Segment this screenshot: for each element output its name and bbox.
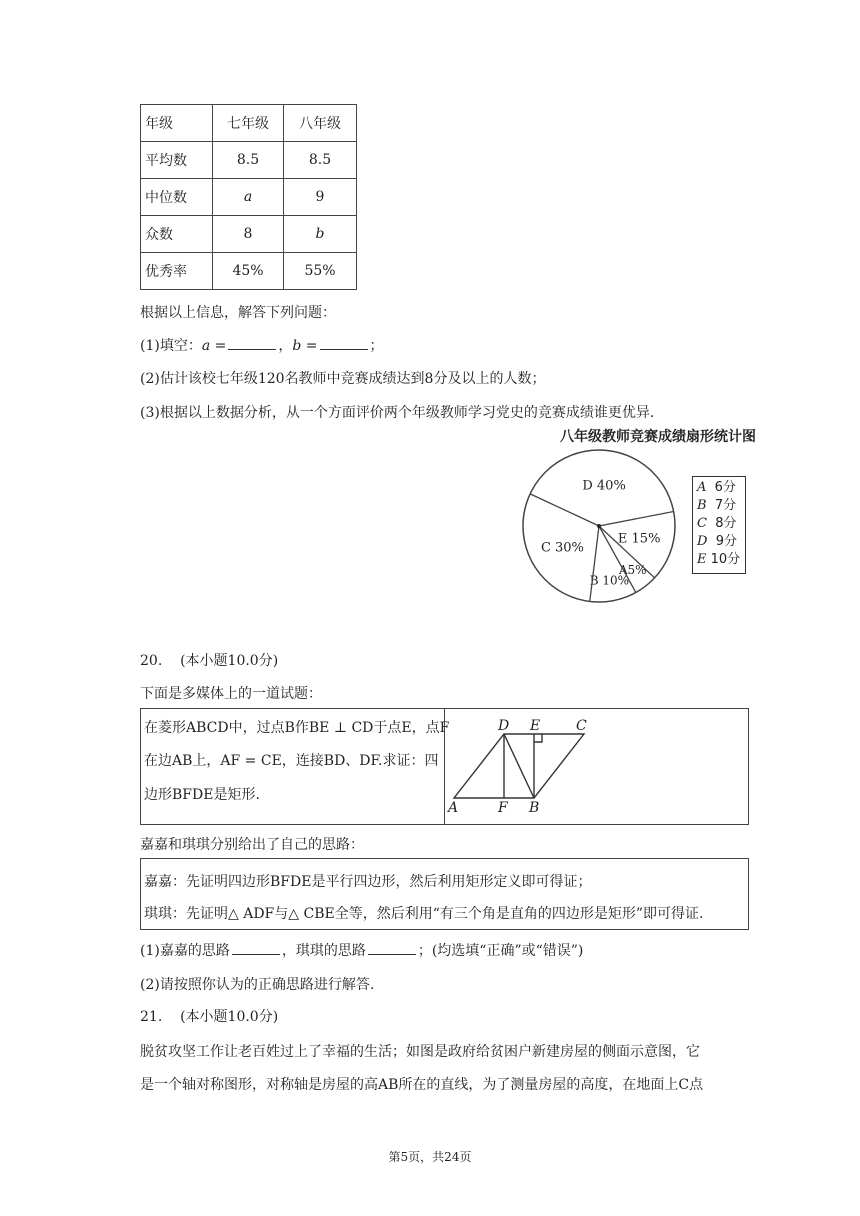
q20-part1-b: ，琪琪的思路 — [281, 943, 366, 959]
question-score: (本小题10.0分) — [180, 653, 279, 669]
q20-intro: 下面是多媒体上的一道试题： — [140, 686, 322, 702]
table-cell: 45% — [213, 253, 284, 290]
pie-slice-boundary — [590, 526, 599, 601]
table-cell: 平均数 — [141, 142, 213, 179]
question-number: 20. — [140, 653, 163, 669]
table-cell: 8 — [213, 216, 284, 253]
legend-item — [697, 479, 741, 497]
legend-key: E — [697, 552, 707, 567]
q21-line: 是一个轴对称图形，对称轴是房屋的高AB所在的直线，为了测量房屋的高度，在地面上C点 — [140, 1077, 704, 1093]
legend-key: A — [697, 480, 707, 495]
qiqi-idea: 琪琪：先证明△ ADF与△ CBE全等，然后利用“有三个角是直角的四边形是矩形”即可得证. — [144, 906, 704, 922]
answer-blank[interactable] — [368, 940, 416, 955]
legend-key: B — [697, 498, 707, 513]
segment-db — [504, 734, 534, 798]
pie-slice-label: D 40% — [582, 478, 626, 494]
answer-blank[interactable] — [232, 940, 280, 955]
pie-center-dot — [597, 524, 601, 528]
legend-item — [697, 515, 741, 533]
q20-part1-c: ；(均选填“正确”或“错误”) — [417, 943, 584, 959]
table-cell: 55% — [284, 253, 357, 290]
table-header-row — [141, 105, 357, 142]
point-label: A — [448, 800, 459, 816]
legend-key: D — [697, 534, 708, 549]
stats-table — [140, 104, 357, 290]
pie-slice-label: C 30% — [540, 540, 584, 556]
q20-part1 — [140, 940, 583, 960]
problem-line: 在菱形ABCD中，过点B作BE ⊥ CD于点E，点F — [144, 720, 450, 736]
pie-slice-boundary — [599, 511, 674, 526]
point-label: F — [498, 800, 508, 816]
table-cell: b — [284, 216, 357, 253]
table-cell: 8.5 — [213, 142, 284, 179]
answer-blank[interactable] — [320, 335, 368, 350]
legend-text: 10分 — [710, 552, 741, 567]
jiajia-idea: 嘉嘉：先证明四边形BFDE是平行四边形，然后利用矩形定义即可得证； — [144, 874, 592, 890]
legend-item — [697, 533, 741, 551]
q20-heading — [140, 650, 278, 670]
table-header-cell: 年级 — [141, 105, 213, 142]
pie-chart — [510, 444, 690, 614]
answer-blank[interactable] — [228, 335, 276, 350]
q20-part2: (2)请按照你认为的正确思路进行解答. — [140, 977, 375, 993]
q19-b-label: b = — [292, 338, 318, 354]
table-cell: 众数 — [141, 216, 213, 253]
table-cell: 优秀率 — [141, 253, 213, 290]
q21-line: 脱贫攻坚工作让老百姓过上了幸福的生活；如图是政府给贫困户新建房屋的侧面示意图，它 — [140, 1044, 700, 1060]
point-label: E — [530, 718, 541, 734]
q19-sep: ， — [278, 338, 293, 354]
pie-slice-label: A5% — [618, 563, 647, 578]
table-row — [141, 179, 357, 216]
right-angle-mark — [534, 734, 542, 742]
q20-after: 嘉嘉和琪琪分别给出了自己的思路： — [140, 837, 364, 853]
q19-part1-prefix: (1)填空： — [140, 338, 202, 354]
table-row — [141, 216, 357, 253]
page-footer: 第5页，共24页 — [388, 1150, 472, 1164]
q19-intro: 根据以上信息，解答下列问题： — [140, 305, 336, 321]
table-header-cell: 八年级 — [284, 105, 357, 142]
q19-a-label: a = — [201, 338, 227, 354]
ideas-box — [140, 858, 749, 930]
chart-legend — [692, 476, 746, 574]
legend-text: 9分 — [715, 534, 737, 549]
legend-text: 7分 — [714, 498, 737, 513]
question-score: (本小题10.0分) — [180, 1009, 279, 1025]
problem-line: 在边AB上，AF = CE，连接BD、DF.求证：四 — [144, 753, 439, 769]
q19-part3: (3)根据以上数据分析，从一个方面评价两个年级教师学习党史的竞赛成绩谁更优异. — [140, 405, 655, 421]
table-row — [141, 253, 357, 290]
problem-line: 边形BFDE是矩形. — [144, 787, 260, 803]
point-label: C — [576, 718, 587, 734]
table-row — [141, 142, 357, 179]
table-cell: 9 — [284, 179, 357, 216]
q19-part2: (2)估计该校七年级120名教师中竞赛成绩达到8分及以上的人数； — [140, 371, 546, 387]
q19-part1 — [140, 335, 384, 355]
legend-text: 6分 — [714, 480, 736, 495]
point-label: D — [498, 718, 510, 734]
table-cell: 中位数 — [141, 179, 213, 216]
table-header-cell: 七年级 — [213, 105, 284, 142]
chart-title: 八年级教师竞赛成绩扇形统计图 — [560, 429, 756, 445]
question-number: 21. — [140, 1009, 163, 1025]
pie-slice-label: B 10% — [589, 573, 630, 588]
table-cell: 8.5 — [284, 142, 357, 179]
legend-item — [697, 497, 741, 515]
rhombus-figure — [444, 716, 594, 816]
legend-text: 8分 — [715, 516, 737, 531]
pie-slice-boundary — [530, 494, 599, 526]
legend-key: C — [697, 516, 707, 531]
point-label: B — [529, 800, 540, 816]
pie-slice-label: E 15% — [617, 531, 661, 547]
legend-item — [697, 551, 741, 569]
q21-heading — [140, 1006, 278, 1026]
q20-part1-a: (1)嘉嘉的思路 — [140, 943, 230, 959]
q19-end: ； — [369, 338, 384, 354]
table-cell: a — [213, 179, 284, 216]
